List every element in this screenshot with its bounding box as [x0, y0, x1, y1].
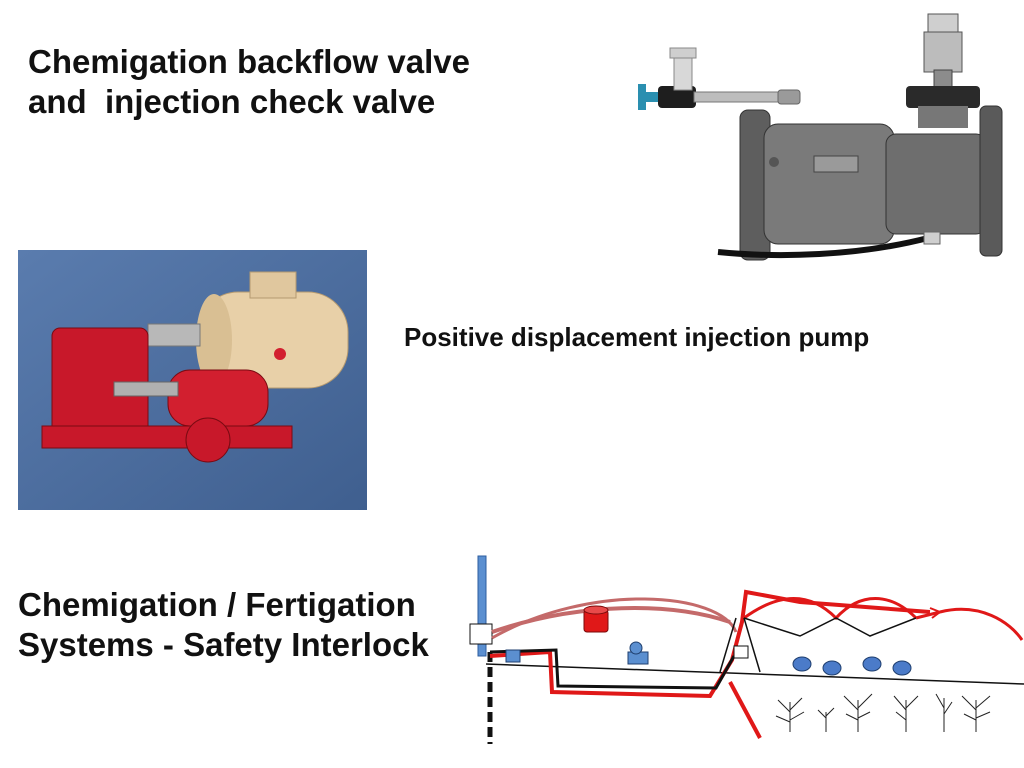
- check-valve-box: [506, 650, 520, 662]
- drain-pipe: [730, 682, 760, 738]
- system-title: [18, 585, 429, 664]
- main-pipe-red: [490, 592, 930, 696]
- valve-title: [28, 42, 470, 121]
- control-box: [470, 624, 492, 644]
- injection-pump-image: [18, 250, 367, 510]
- system-title-line-2: Systems - Safety Interlock: [18, 625, 429, 663]
- injection-check-valve-icon: [638, 48, 800, 110]
- chemical-tank-icon: [584, 606, 608, 632]
- sprinkler-icon: [793, 657, 911, 675]
- small-pump-icon: [628, 642, 648, 664]
- safety-interlock-diagram: [460, 552, 1024, 768]
- orchard-trees-icon: [776, 694, 990, 732]
- pump-title: Positive displacement injection pump: [404, 322, 870, 352]
- backflow-valve-body-icon: [718, 14, 1002, 260]
- valve-title-line-1: Chemigation backflow valve: [28, 43, 470, 80]
- ground-line: [486, 664, 1024, 684]
- backflow-valve-image: [628, 6, 1024, 268]
- interlock-signal-line-2: [492, 599, 736, 638]
- valve-title-line-2: and injection check valve: [28, 82, 436, 120]
- system-title-line-1: Chemigation / Fertigation: [18, 586, 416, 623]
